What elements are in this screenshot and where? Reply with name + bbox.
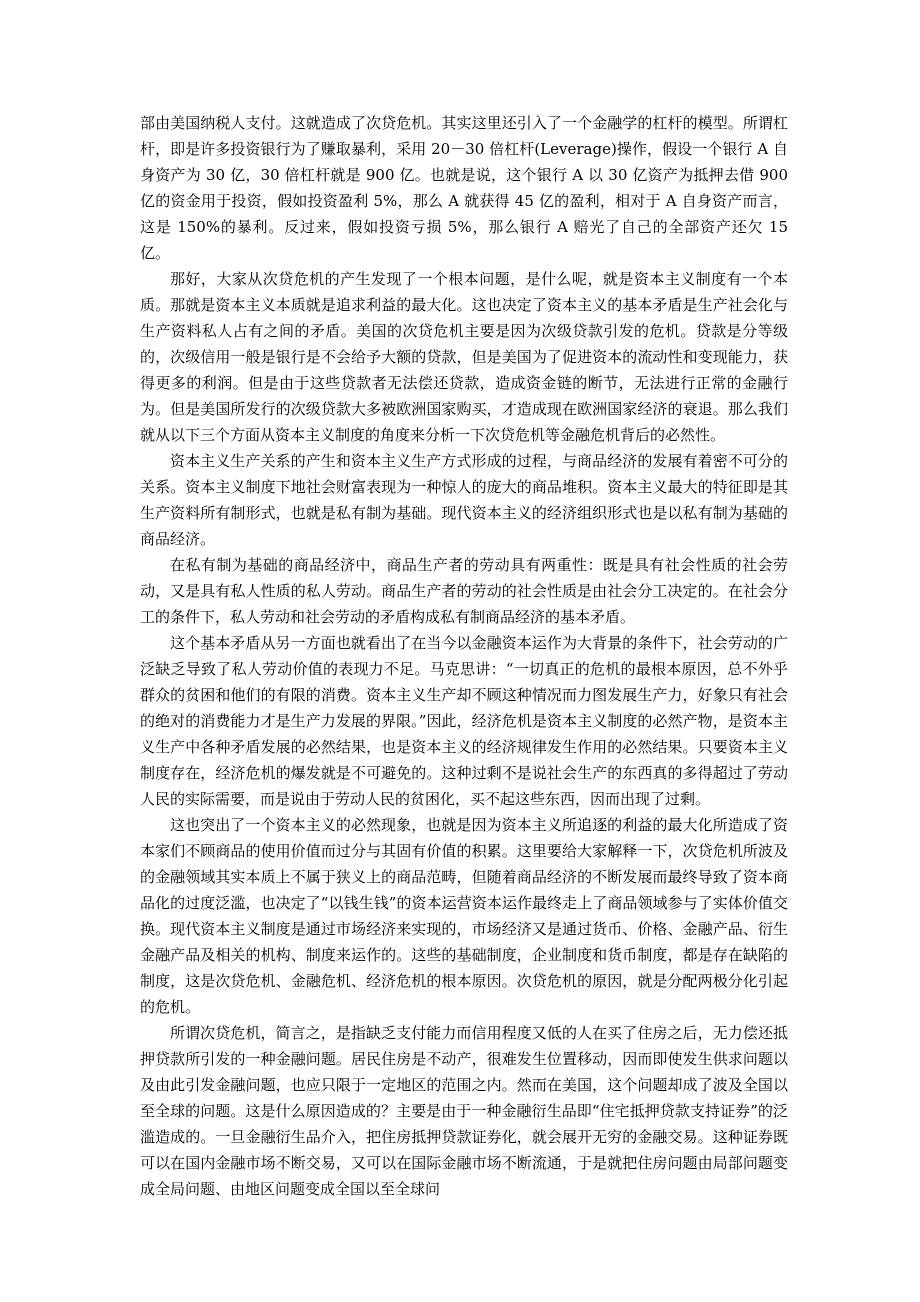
paragraph-4: 在私有制为基础的商品经济中，商品生产者的劳动具有两重性：既是具有社会性质的社会劳动，又是具有私人性质的私人劳动。商品生产者的劳动的社会性质是由社会分工决定的。在社会分工的条件下，私人劳动和社会劳动的矛盾构成私有制商品经济的基本矛盾。 <box>140 556 788 626</box>
document-page <box>140 110 788 1202</box>
paragraph-6: 这也突出了一个资本主义的必然现象，也就是因为资本主义所追逐的利益的最大化所造成了资本家们不顾商品的使用价值而过分与其固有价值的积累。这里要给大家解释一下，次贷危机所波及的金融领域其实本质上不属于狭义上的商品范畴，但随着商品经济的不断发展而最终导致了资本商品化的过度泛滥，也决定了“以钱生钱”的资本运营资本运作最终走上了商品领域参与了实体价值交换。现代资本主义制度是通过市场经济来实现的，市场经济又是通过货币、价格、金融产品、衍生金融产品及相关的机构、制度来运作的。这些的基础制度，企业制度和货币制度，都是存在缺陷的制度，这是次贷危机、金融危机、经济危机的根本原因。次贷危机的原因，就是分配两极分化引起的危机。 <box>140 816 788 1016</box>
paragraph-5: 这个基本矛盾从另一方面也就看出了在当今以金融资本运作为大背景的条件下，社会劳动的广泛缺乏导致了私人劳动价值的表现力不足。马克思讲：“一切真正的危机的最根本原因，总不外乎群众的贫困和他们的有限的消费。资本主义生产却不顾这种情况而力图发展生产力，好象只有社会的绝对的消费能力才是生产力发展的界限。”因此，经济危机是资本主义制度的必然产物，是资本主义生产中各种矛盾发展的必然结果，也是资本主义的经济规律发生作用的必然结果。只要资本主义制度存在，经济危机的爆发就是不可避免的。这种过剩不是说社会生产的东西真的多得超过了劳动人民的实际需要，而是说由于劳动人民的贫困化，买不起这些东西，因而出现了过剩。 <box>140 634 788 808</box>
paragraph-7: 所谓次贷危机，简言之，是指缺乏支付能力而信用程度又低的人在买了住房之后，无力偿还抵押贷款所引发的一种金融问题。居民住房是不动产，很难发生位置移动，因而即使发生供求问题以及由此引发金融问题，也应只限于一定地区的范围之内。然而在美国，这个问题却成了波及全国以至全球的问题。这是什么原因造成的？主要是由于一种金融衍生品即“住宅抵押贷款支持证券”的泛滥造成的。一旦金融衍生品介入，把住房抵押贷款证券化，就会展开无穷的金融交易。这种证券既可以在国内金融市场不断交易，又可以在国际金融市场不断流通，于是就把住房问题由局部问题变成全局问题、由地区问题变成全国以至全球问 <box>140 1024 788 1198</box>
paragraph-1: 部由美国纳税人支付。这就造成了次贷危机。其实这里还引入了一个金融学的杠杆的模型。所谓杠杆，即是许多投资银行为了赚取暴利，采用 20－30 倍杠杆(Leverage)操作，假设一个银行 A 自身资产为 30 亿，30 倍杠杆就是 900 亿。也就是说，这个银行 A 以 30 亿资产为抵押去借 900 亿的资金用于投资，假如投资盈利 5%，那么 A 就获得 45 亿的盈利，相对于 A 自身资产而言，这是 150%的暴利。反过来，假如投资亏损 5%，那么银行 A 赔光了自己的全部资产还欠 15 亿。 <box>140 114 788 262</box>
paragraph-3: 资本主义生产关系的产生和资本主义生产方式形成的过程，与商品经济的发展有着密不可分的关系。资本主义制度下地社会财富表现为一种惊人的庞大的商品堆积。资本主义最大的特征即是其生产资料所有制形式，也就是私有制为基础。现代资本主义的经济组织形式也是以私有制为基础的商品经济。 <box>140 452 788 548</box>
paragraph-2: 那好，大家从次贷危机的产生发现了一个根本问题，是什么呢，就是资本主义制度有一个本质。那就是资本主义本质就是追求利益的最大化。这也决定了资本主义的基本矛盾是生产社会化与生产资料私人占有之间的矛盾。美国的次贷危机主要是因为次级贷款引发的危机。贷款是分等级的，次级信用一般是银行是不会给予大额的贷款，但是美国为了促进资本的流动性和变现能力，获得更多的利润。但是由于这些贷款者无法偿还贷款，造成资金链的断节，无法进行正常的金融行为。但是美国所发行的次级贷款大多被欧洲国家购买，才造成现在欧洲国家经济的衰退。那么我们就从以下三个方面从资本主义制度的角度来分析一下次贷危机等金融危机背后的必然性。 <box>140 270 788 444</box>
